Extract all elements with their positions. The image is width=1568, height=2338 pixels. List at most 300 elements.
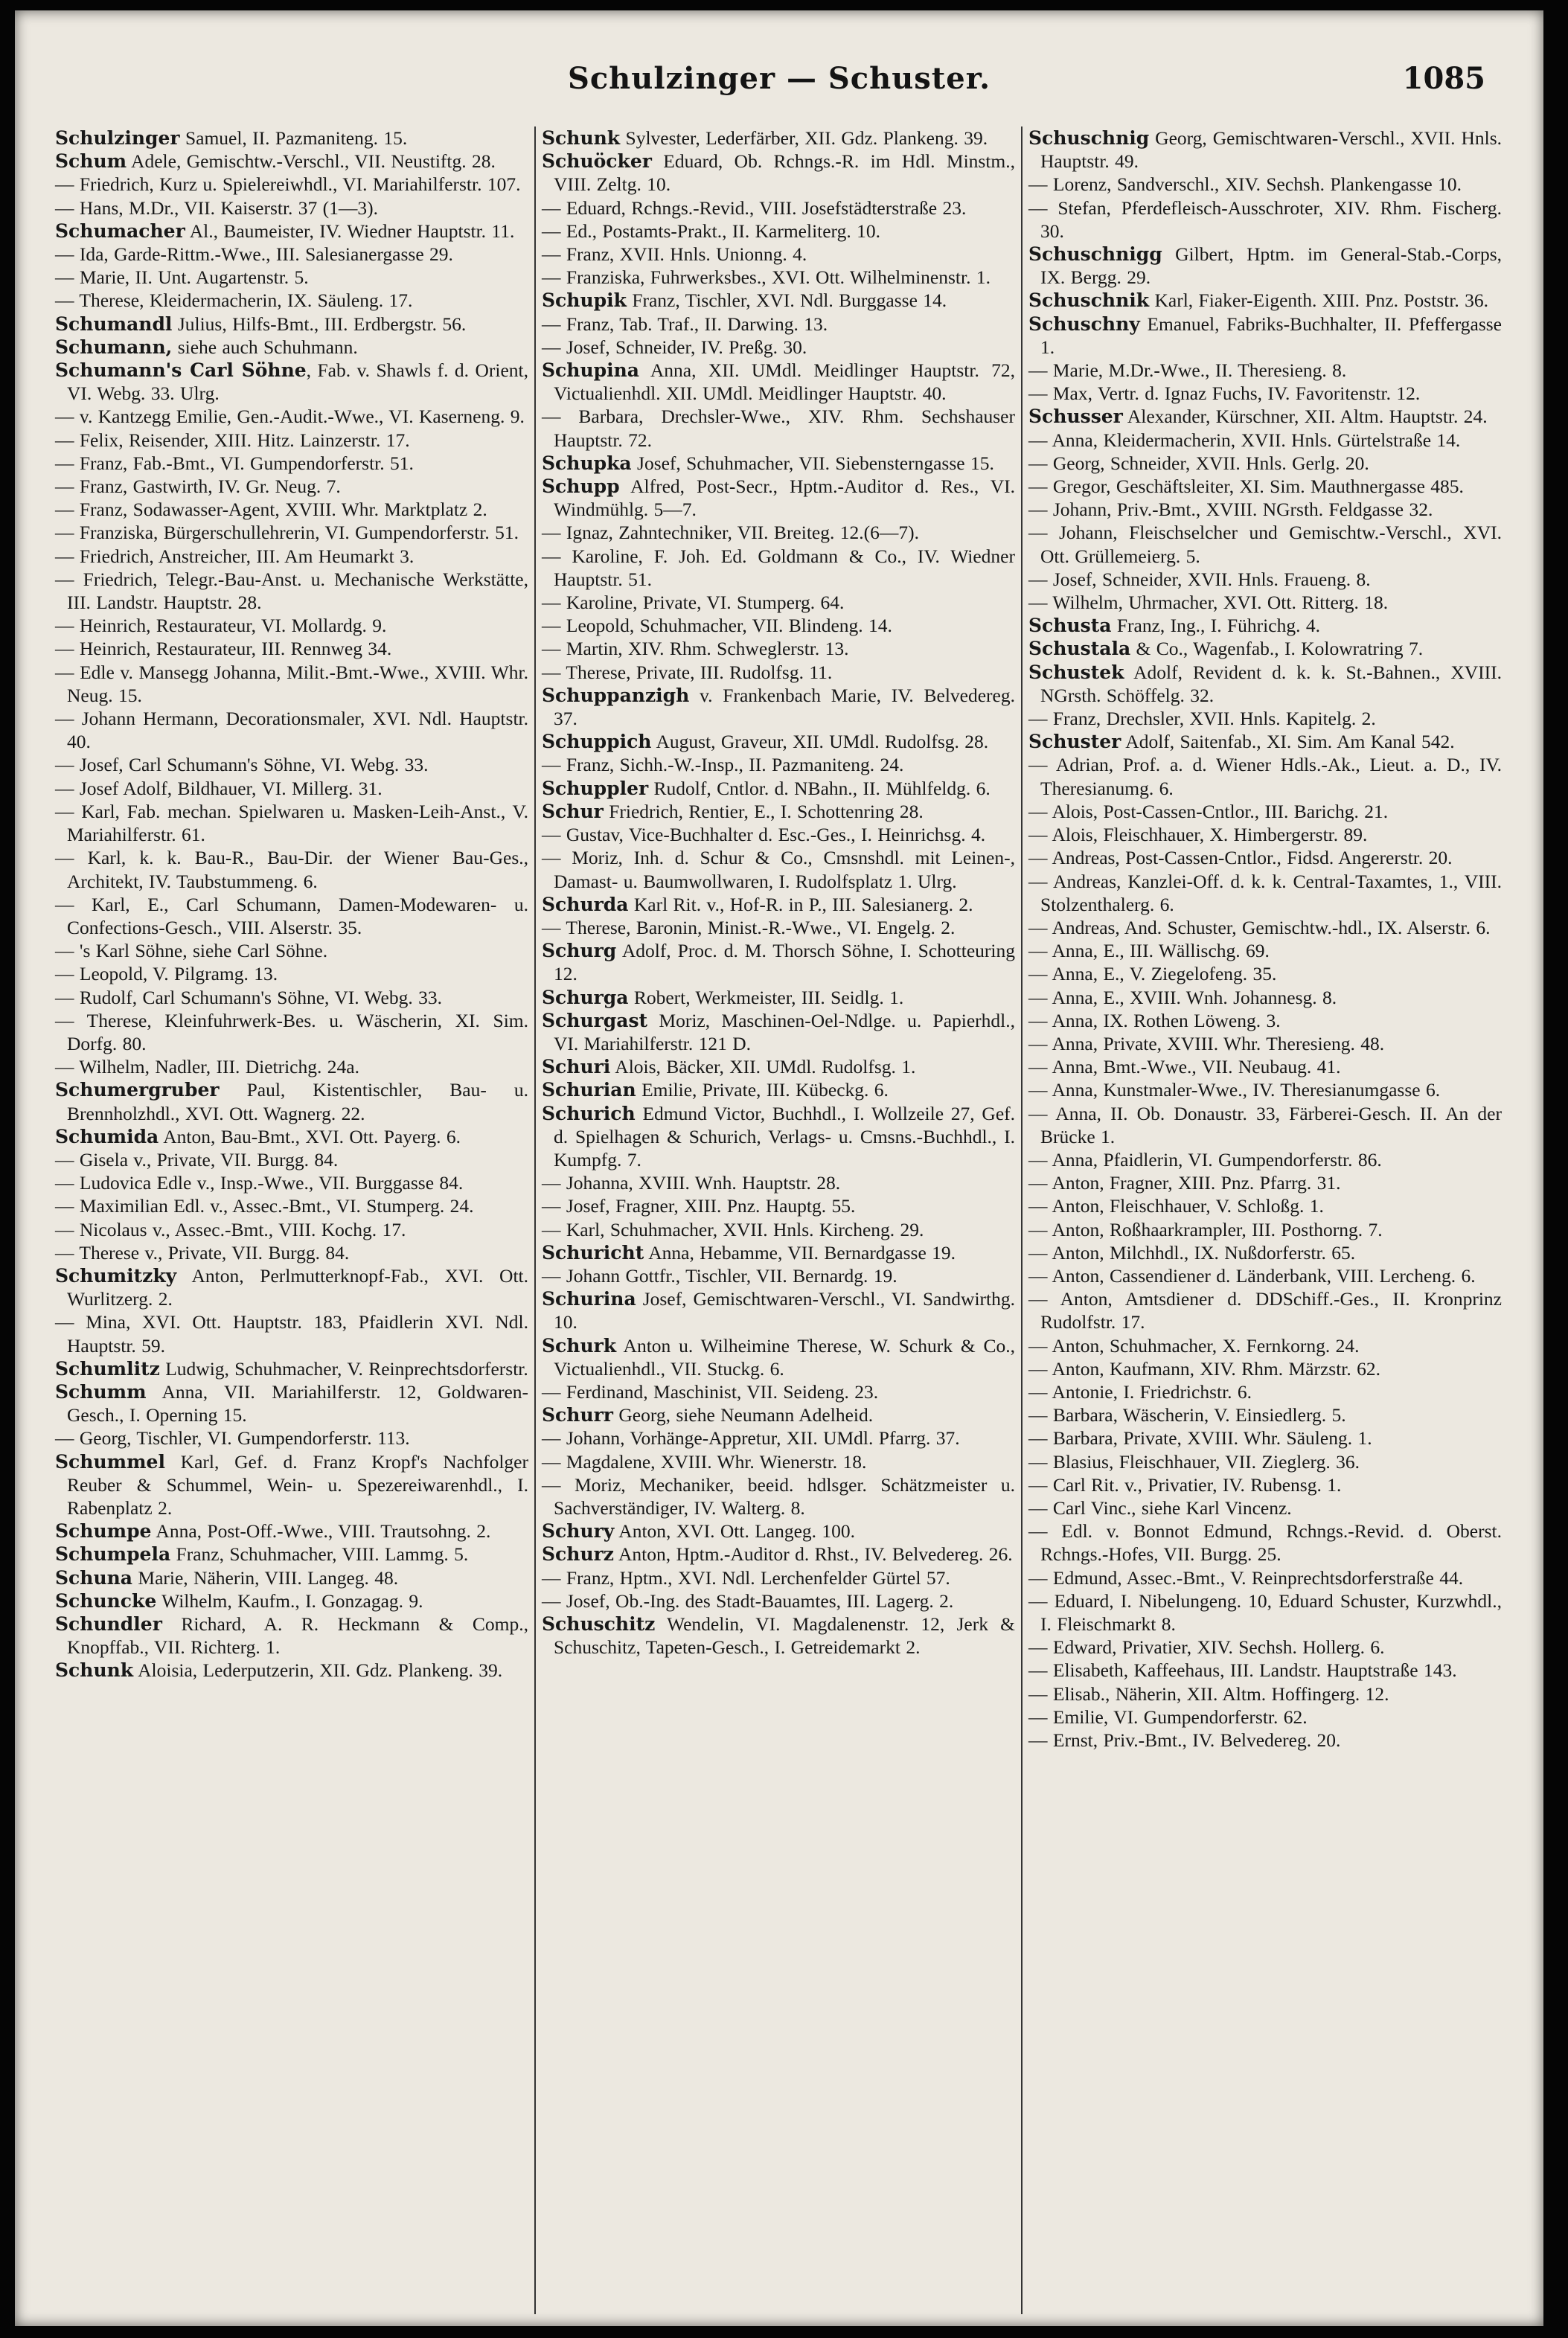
directory-entry <box>55 1612 528 1659</box>
entry-surname: Schum <box>55 150 127 173</box>
entry-details: & Co., Wagenfab., I. Kolowratring 7. <box>1130 638 1424 660</box>
entry-details: — Anna, IX. Rothen Löweng. 3. <box>1028 1009 1281 1031</box>
entry-details: Franz, Ing., I. Führichg. 4. <box>1111 615 1320 637</box>
entry-details: — Josef, Schneider, IV. Preßg. 30. <box>542 336 807 358</box>
entry-details: Wilhelm, Kaufm., I. Gonzagag. 9. <box>156 1589 423 1612</box>
entry-details: Franz, Tischler, XVI. Ndl. Burggasse 14. <box>626 289 947 312</box>
directory-entry <box>1028 1241 1502 1264</box>
directory-entry <box>542 126 1015 150</box>
entry-surname: Schumlitz <box>55 1357 160 1380</box>
entry-surname: Schuster <box>1028 731 1121 753</box>
entry-details: — Anna, E., III. Wällischg. 69. <box>1028 940 1270 962</box>
entry-details: Adolf, Proc. d. M. Thorsch Söhne, I. Schotteuring 12. <box>554 940 1015 985</box>
directory-entry <box>1028 382 1502 405</box>
directory-entry <box>55 1125 528 1148</box>
directory-entry <box>542 916 1015 939</box>
entry-details: Robert, Werkmeister, III. Seidlg. 1. <box>628 986 904 1008</box>
directory-entry <box>55 429 528 452</box>
directory-entry <box>55 498 528 521</box>
directory-entry <box>55 243 528 266</box>
directory-entry <box>55 1218 528 1241</box>
directory-entry <box>542 475 1015 521</box>
entry-details: — Therese, Kleinfuhrwerk-Bes. u. Wäscherin, XI. Sim. Dorfg. 80. <box>55 1009 528 1054</box>
directory-entry <box>1028 916 1502 939</box>
directory-entry <box>1028 800 1502 823</box>
directory-entry <box>55 939 528 962</box>
directory-entry <box>1028 939 1502 962</box>
entry-details: — Eduard, Rchngs.-Revid., VIII. Josefstädterstraße 23. <box>542 196 967 219</box>
entry-surname: Schurga <box>542 986 629 1008</box>
directory-entry <box>55 986 528 1009</box>
entry-details: — Franz, Fab.-Bmt., VI. Gumpendorferstr. 51. <box>55 452 414 474</box>
entry-surname: Schuschnik <box>1028 289 1150 312</box>
entry-details: — Friedrich, Kurz u. Spielereiwhdl., VI. Mariahilferstr. 107. <box>55 173 521 196</box>
entry-surname: Schumann's Carl Söhne <box>55 359 307 382</box>
entry-surname: Schumpe <box>55 1520 152 1543</box>
directory-entry <box>1028 1334 1502 1357</box>
entry-details: — Martin, XIV. Rhm. Schweglerstr. 13. <box>542 638 849 660</box>
directory-entry <box>1028 1450 1502 1473</box>
directory-entry <box>1028 962 1502 985</box>
directory-entry <box>542 313 1015 336</box>
entry-details: — Elisab., Näherin, XII. Altm. Hoffingerg. 12. <box>1028 1682 1389 1705</box>
entry-details: Emilie, Private, III. Kübeckg. 6. <box>636 1079 889 1101</box>
entry-details: — Maximilian Edl. v., Assec.-Bmt., VI. Stumperg. 24. <box>55 1195 474 1217</box>
entry-details: Anna, VII. Mariahilferstr. 12, Goldwaren-Gesch., I. Operning 15. <box>67 1380 528 1426</box>
entry-details: — Therese, Baronin, Minist.-R.-Wwe., VI. Engelg. 2. <box>542 916 956 938</box>
entry-details: Gilbert, Hptm. im General-Stab.-Corps, IX. Bergg. 29. <box>1040 243 1502 289</box>
entry-details: — Josef Adolf, Bildhauer, VI. Millerg. 31. <box>55 777 383 799</box>
entry-details: — Leopold, V. Pilgramg. 13. <box>55 963 278 985</box>
directory-entry <box>55 266 528 289</box>
directory-entry <box>542 405 1015 451</box>
entry-surname: Schummel <box>55 1450 165 1473</box>
directory-entry <box>1028 429 1502 452</box>
entry-details: — Andreas, Post-Cassen-Cntlor., Fidsd. Angererstr. 20. <box>1028 847 1453 869</box>
directory-entry <box>1028 452 1502 475</box>
directory-entry <box>542 637 1015 660</box>
entry-details: Georg, siehe Neumann Adelheid. <box>612 1404 874 1426</box>
directory-entry <box>542 800 1015 823</box>
entry-details: — Eduard, I. Nibelungeng. 10, Eduard Schuster, Kurzwhdl., I. Fleischmarkt 8. <box>1028 1589 1502 1635</box>
entry-surname: Schuppich <box>542 731 652 753</box>
directory-entry <box>55 150 528 173</box>
directory-entry <box>55 521 528 544</box>
entry-surname: Schurg <box>542 940 617 962</box>
entry-details: — Andreas, And. Schuster, Gemischtw.-hdl., IX. Alserstr. 6. <box>1028 916 1491 938</box>
directory-entry <box>1028 986 1502 1009</box>
entry-details: Moriz, Maschinen-Oel-Ndlge. u. Papierhdl., VI. Mariahilferstr. 121 D. <box>554 1009 1015 1054</box>
entry-details: — Hans, M.Dr., VII. Kaiserstr. 37 (1—3). <box>55 196 379 219</box>
entry-details: — Barbara, Private, XVIII. Whr. Säuleng. 1. <box>1028 1427 1372 1450</box>
entry-details: — Franz, Drechsler, XVII. Hnls. Kapitelg. 2. <box>1028 708 1376 730</box>
entry-details: — Anton, Fleischhauer, V. Schloßg. 1. <box>1028 1195 1324 1217</box>
directory-entry <box>1028 846 1502 869</box>
directory-entry <box>55 637 528 660</box>
directory-entry <box>542 1194 1015 1217</box>
directory-entry <box>542 220 1015 243</box>
directory-entry <box>1028 1706 1502 1729</box>
entry-details: — Mina, XVI. Ott. Hauptstr. 183, Pfaidlerin XVI. Ndl. Hauptstr. 59. <box>55 1311 528 1357</box>
directory-entry <box>55 359 528 405</box>
entry-surname: Schustek <box>1028 661 1124 683</box>
entry-surname: Schumergruber <box>55 1079 220 1101</box>
entry-details: — Marie, M.Dr.-Wwe., II. Theresieng. 8. <box>1028 359 1347 382</box>
directory-entry <box>1028 1264 1502 1287</box>
directory-entry <box>55 452 528 475</box>
directory-entry <box>55 313 528 336</box>
page-title: Schulzinger — Schuster. <box>567 61 991 96</box>
entry-details: — Gisela v., Private, VII. Burgg. 84. <box>55 1148 339 1170</box>
directory-entry <box>542 1380 1015 1403</box>
directory-entry <box>542 1566 1015 1589</box>
directory-entry <box>55 545 528 568</box>
directory-entry <box>542 823 1015 846</box>
directory-entry <box>55 962 528 985</box>
entry-surname: Schurich <box>542 1102 636 1124</box>
entry-details: Marie, Näherin, VIII. Langeg. 48. <box>132 1566 399 1589</box>
page-header <box>15 61 1543 106</box>
directory-entry <box>55 1264 528 1310</box>
entry-surname: Schulzinger <box>55 127 180 149</box>
directory-entry <box>542 591 1015 614</box>
entry-details: — Anna, Pfaidlerin, VI. Gumpendorferstr. 86. <box>1028 1148 1382 1170</box>
entry-details: — Anton, Cassendiener d. Länderbank, VIII. Lercheng. 6. <box>1028 1264 1476 1287</box>
directory-entry <box>55 1426 528 1450</box>
entry-details: Sylvester, Lederfärber, XII. Gdz. Plankeng. 39. <box>620 127 988 149</box>
entry-surname: Schustala <box>1028 638 1131 660</box>
directory-entry <box>55 1543 528 1566</box>
directory-entry <box>1028 313 1502 359</box>
entry-details: — Ignaz, Zahntechniker, VII. Breiteg. 12.(6—7). <box>542 522 919 544</box>
entry-details: Anton u. Wilheimine Therese, W. Schurk & Co., Victualienhdl., VII. Stuckg. 6. <box>554 1334 1015 1380</box>
directory-entry <box>542 939 1015 985</box>
directory-entry <box>1028 730 1502 753</box>
entry-details: — Karl, Schuhmacher, XVII. Hnls. Kircheng. 29. <box>542 1218 924 1240</box>
entry-details: — Franziska, Fuhrwerksbes., XVI. Ott. Wilhelminenstr. 1. <box>542 266 991 289</box>
directory-entry <box>1028 359 1502 382</box>
entry-details: August, Graveur, XII. UMdl. Rudolfsg. 28. <box>651 731 989 753</box>
directory-entry <box>542 614 1015 637</box>
directory-entry <box>55 800 528 846</box>
entry-details: v. Frankenbach Marie, IV. Belvedereg. 37. <box>554 684 1015 730</box>
directory-entry <box>1028 591 1502 614</box>
column-3 <box>1021 126 1508 2314</box>
entry-details: — Franz, XVII. Hnls. Unionng. 4. <box>542 243 807 266</box>
directory-page <box>15 10 1543 2326</box>
entry-details: Anna, XII. UMdl. Meidlinger Hauptstr. 72, Victualienhdl. XII. UMdl. Meidlinger Hauptstr. 40. <box>554 359 1015 405</box>
entry-details: — v. Kantzegg Emilie, Gen.-Audit.-Wwe., VI. Kaserneng. 9. <box>55 406 525 428</box>
directory-entry <box>55 1450 528 1520</box>
directory-entry <box>542 1473 1015 1519</box>
entry-details: — Anton, Amtsdiener d. DDSchiff.-Ges., II. Kronprinz Rudolfstr. 17. <box>1028 1288 1502 1333</box>
entry-details: Aloisia, Lederputzerin, XII. Gdz. Plankeng. 39. <box>133 1659 503 1682</box>
entry-details: — Karl, k. k. Bau-R., Bau-Dir. der Wiener Bau-Ges., Architekt, IV. Taubstummeng. 6. <box>55 847 528 892</box>
entry-details: Alexander, Kürschner, XII. Altm. Hauptstr. 24. <box>1122 406 1488 428</box>
entry-details: — Barbara, Drechsler-Wwe., XIV. Rhm. Sechshauser Hauptstr. 72. <box>542 406 1015 451</box>
directory-entry <box>542 243 1015 266</box>
directory-entry <box>55 846 528 892</box>
entry-details: — Franziska, Bürgerschullehrerin, VI. Gumpendorferstr. 51. <box>55 522 519 544</box>
directory-entry <box>542 661 1015 684</box>
directory-entry <box>1028 1218 1502 1241</box>
entry-details: — Johanna, XVIII. Wnh. Hauptstr. 28. <box>542 1172 841 1194</box>
entry-details: — Franz, Tab. Traf., II. Darwing. 13. <box>542 313 828 335</box>
entry-surname: Schuri <box>542 1056 611 1078</box>
entry-details: — Anna, Kunstmaler-Wwe., IV. Theresianumgasse 6. <box>1028 1079 1441 1101</box>
entry-details: Eduard, Ob. Rchngs.-R. im Hdl. Minstm., VIII. Zeltg. 10. <box>554 150 1015 196</box>
directory-entry <box>542 1078 1015 1101</box>
entry-details: Adolf, Revident d. k. k. St.-Bahnen., XVIII. NGrsth. Schöffelg. 32. <box>1040 661 1502 706</box>
entry-surname: Schuschnig <box>1028 127 1150 149</box>
entry-details: Karl, Fiaker-Eigenth. XIII. Pnz. Poststr. 36. <box>1149 289 1489 312</box>
directory-entry <box>55 568 528 614</box>
directory-entry <box>542 521 1015 544</box>
entry-details: — Heinrich, Restaurateur, III. Rennweg 34. <box>55 638 392 660</box>
entry-details: Alois, Bäcker, XII. UMdl. Rudolfsg. 1. <box>610 1056 916 1078</box>
directory-entry <box>55 126 528 150</box>
entry-details: Edmund Victor, Buchhdl., I. Wollzeile 27, Gef. d. Spielhagen & Schurich, Verlags- u. Cmsns.-Buchhdl., I. Kumpfg. 7. <box>554 1102 1015 1170</box>
directory-entry <box>55 1148 528 1171</box>
entry-details: — Gregor, Geschäftsleiter, XI. Sim. Mauthnergasse 485. <box>1028 475 1464 498</box>
directory-entry <box>1028 1032 1502 1055</box>
entry-details: — Therese v., Private, VII. Burgg. 84. <box>55 1241 350 1264</box>
entry-details: Anna, Post-Off.-Wwe., VIII. Trautsohng. 2. <box>151 1520 491 1543</box>
directory-entry <box>1028 521 1502 567</box>
directory-entry <box>542 150 1015 196</box>
entry-details: Franz, Schuhmacher, VIII. Lammg. 5. <box>170 1543 469 1566</box>
entry-details: — Johann, Vorhänge-Appretur, XII. UMdl. Pfarrg. 37. <box>542 1427 960 1450</box>
directory-entry <box>1028 1473 1502 1496</box>
directory-entry <box>542 1426 1015 1450</box>
columns <box>49 126 1508 2314</box>
directory-entry <box>55 1171 528 1194</box>
directory-entry <box>542 777 1015 800</box>
entry-details: — Magdalene, XVIII. Whr. Wienerstr. 18. <box>542 1450 867 1473</box>
entry-details: — 's Karl Söhne, siehe Carl Söhne. <box>55 940 328 962</box>
entry-details: Alfred, Post-Secr., Hptm.-Auditor d. Res., VI. Windmühlg. 5—7. <box>554 475 1015 521</box>
entry-surname: Schuppanzigh <box>542 684 690 706</box>
entry-details: Josef, Schuhmacher, VII. Siebensterngasse 15. <box>631 452 994 474</box>
entry-details: — Edle v. Mansegg Johanna, Milit.-Bmt.-Wwe., XVIII. Whr. Neug. 15. <box>55 661 528 706</box>
entry-surname: Schur <box>542 800 604 822</box>
entry-details: — Moriz, Mechaniker, beeid. hdlsger. Schätzmeister u. Sachverständiger, IV. Walterg. 8. <box>542 1473 1015 1519</box>
entry-details: Anna, Hebamme, VII. Bernardgasse 19. <box>644 1241 956 1264</box>
entry-details: Anton, Hptm.-Auditor d. Rhst., IV. Belvedereg. 26. <box>614 1543 1013 1566</box>
entry-surname: Schumann, <box>55 336 173 358</box>
entry-surname: Schuna <box>55 1566 133 1589</box>
directory-entry <box>542 1102 1015 1172</box>
directory-entry <box>542 359 1015 405</box>
directory-entry <box>1028 1055 1502 1078</box>
entry-surname: Schury <box>542 1520 615 1543</box>
entry-details: — Carl Rit. v., Privatier, IV. Rubensg. 1. <box>1028 1473 1342 1496</box>
column-1 <box>49 126 534 2314</box>
entry-details: — Karoline, F. Joh. Ed. Goldmann & Co., IV. Wiedner Hauptstr. 51. <box>542 545 1015 590</box>
entry-surname: Schuöcker <box>542 150 652 173</box>
directory-entry <box>55 1566 528 1589</box>
entry-surname: Schuschny <box>1028 313 1140 335</box>
directory-entry <box>1028 1636 1502 1659</box>
directory-entry <box>1028 498 1502 521</box>
entry-details: — Franz, Gastwirth, IV. Gr. Neug. 7. <box>55 475 341 498</box>
entry-details: — Friedrich, Telegr.-Bau-Anst. u. Mechanische Werkstätte, III. Landstr. Hauptstr. 28. <box>55 568 528 614</box>
entry-details: — Ludovica Edle v., Insp.-Wwe., VII. Burggasse 84. <box>55 1172 464 1194</box>
entry-surname: Schurr <box>542 1404 613 1426</box>
entry-details: Rudolf, Cntlor. d. NBahn., II. Mühlfeldg. 6. <box>648 777 991 799</box>
entry-details: — Anton, Fragner, XIII. Pnz. Pfarrg. 31. <box>1028 1172 1341 1194</box>
entry-details: siehe auch Schuhmann. <box>172 336 358 358</box>
directory-entry <box>1028 1659 1502 1682</box>
entry-surname: Schumacher <box>55 220 185 242</box>
entry-details: — Georg, Schneider, XVII. Hnls. Gerlg. 20. <box>1028 452 1369 474</box>
entry-details: — Johann, Fleischselcher und Gemischtw.-Verschl., XVI. Ott. Grüllemeierg. 5. <box>1028 522 1502 567</box>
entry-details: — Anton, Roßhaarkrampler, III. Posthorng. 7. <box>1028 1218 1383 1240</box>
entry-surname: Schurina <box>542 1288 636 1310</box>
entry-details: Samuel, II. Pazmaniteng. 15. <box>179 127 408 149</box>
page-number: 1085 <box>1402 61 1485 96</box>
entry-details: — Antonie, I. Friedrichstr. 6. <box>1028 1380 1252 1403</box>
entry-surname: Schumitzky <box>55 1264 177 1287</box>
entry-details: — Emilie, VI. Gumpendorferstr. 62. <box>1028 1706 1308 1728</box>
entry-surname: Schurian <box>542 1079 636 1101</box>
entry-details: — Johann Hermann, Decorationsmaler, XVI. Ndl. Hauptstr. 40. <box>55 708 528 753</box>
directory-entry <box>542 893 1015 916</box>
directory-entry <box>55 1519 528 1543</box>
entry-details: — Lorenz, Sandverschl., XIV. Sechsh. Plankengasse 10. <box>1028 173 1462 196</box>
directory-entry <box>1028 637 1502 660</box>
directory-entry <box>1028 1009 1502 1032</box>
directory-entry <box>1028 1171 1502 1194</box>
entry-details: — Therese, Kleidermacherin, IX. Säuleng. 17. <box>55 289 413 312</box>
entry-details: Adele, Gemischtw.-Verschl., VII. Neustiftg. 28. <box>127 150 496 173</box>
directory-entry <box>1028 753 1502 799</box>
directory-entry <box>1028 475 1502 498</box>
entry-details: Anton, Bau-Bmt., XVI. Ott. Payerg. 6. <box>159 1125 461 1147</box>
directory-entry <box>1028 661 1502 707</box>
entry-surname: Schunk <box>55 1659 134 1682</box>
entry-details: — Josef, Schneider, XVII. Hnls. Fraueng. 8. <box>1028 568 1371 590</box>
entry-surname: Schurgast <box>542 1009 648 1031</box>
directory-entry <box>1028 1078 1502 1101</box>
entry-details: , Fab. v. Shawls f. d. Orient, VI. Webg. 33. Ulrg. <box>67 359 528 405</box>
entry-surname: Schusser <box>1028 406 1123 428</box>
entry-surname: Schusta <box>1028 615 1112 637</box>
entry-surname: Schundler <box>55 1613 162 1635</box>
entry-details: — Josef, Ob.-Ing. des Stadt-Bauamtes, III. Lagerg. 2. <box>542 1589 954 1612</box>
entry-surname: Schumida <box>55 1125 159 1147</box>
entry-surname: Schumpela <box>55 1543 171 1566</box>
entry-surname: Schunk <box>542 127 621 149</box>
entry-details: — Georg, Tischler, VI. Gumpendorferstr. 113. <box>55 1427 410 1450</box>
directory-entry <box>542 266 1015 289</box>
entry-details: — Ernst, Priv.-Bmt., IV. Belvedereg. 20. <box>1028 1729 1341 1752</box>
directory-entry <box>1028 568 1502 591</box>
directory-entry <box>55 1078 528 1124</box>
entry-details: — Anna, Bmt.-Wwe., VII. Neubaug. 41. <box>1028 1056 1341 1078</box>
directory-entry <box>55 1589 528 1612</box>
entry-details: — Anton, Schuhmacher, X. Fernkorng. 24. <box>1028 1334 1360 1357</box>
directory-entry <box>1028 1148 1502 1171</box>
entry-details: — Felix, Reisender, XIII. Hitz. Lainzerstr. 17. <box>55 429 410 451</box>
directory-entry <box>55 196 528 220</box>
directory-entry <box>1028 1403 1502 1426</box>
directory-entry <box>542 684 1015 730</box>
entry-surname: Schuschnigg <box>1028 243 1162 266</box>
directory-entry <box>542 1241 1015 1264</box>
entry-details: — Anna, Private, XVIII. Whr. Theresieng. 48. <box>1028 1032 1385 1054</box>
directory-entry <box>55 1055 528 1078</box>
directory-entry <box>55 777 528 800</box>
directory-entry <box>542 196 1015 220</box>
entry-surname: Schurz <box>542 1543 614 1566</box>
entry-details: — Marie, II. Unt. Augartenstr. 5. <box>55 266 309 289</box>
entry-details: — Andreas, Kanzlei-Off. d. k. k. Central-Taxamtes, 1., VIII. Stolzenthalerg. 6. <box>1028 870 1502 915</box>
directory-entry <box>542 1055 1015 1078</box>
entry-details: — Franz, Hptm., XVI. Ndl. Lerchenfelder Gürtel 57. <box>542 1566 950 1589</box>
directory-entry <box>1028 1357 1502 1380</box>
directory-entry <box>542 1543 1015 1566</box>
entry-details: — Edmund, Assec.-Bmt., V. Reinprechtsdorferstraße 44. <box>1028 1566 1464 1589</box>
entry-details: — Therese, Private, III. Rudolfsg. 11. <box>542 661 833 683</box>
entry-details: — Moriz, Inh. d. Schur & Co., Cmsnshdl. mit Leinen-, Damast- u. Baumwollwaren, I. Rudolfsplatz 1. Ulrg. <box>542 847 1015 892</box>
entry-details: — Ed., Postamts-Prakt., II. Karmeliterg. 10. <box>542 220 880 242</box>
entry-details: — Anton, Milchhdl., IX. Nußdorferstr. 65. <box>1028 1241 1356 1264</box>
entry-surname: Schuschitz <box>542 1613 656 1635</box>
directory-entry <box>1028 870 1502 916</box>
directory-entry <box>55 336 528 359</box>
entry-details: Anton, Perlmutterknopf-Fab., XVI. Ott. Wurlitzerg. 2. <box>67 1264 528 1310</box>
directory-entry <box>542 1264 1015 1287</box>
directory-entry <box>542 545 1015 591</box>
directory-entry <box>55 707 528 753</box>
entry-surname: Schupik <box>542 289 627 312</box>
entry-details: — Wilhelm, Uhrmacher, XVI. Ott. Ritterg. 18. <box>1028 592 1389 614</box>
entry-details: — Heinrich, Restaurateur, VI. Mollardg. 9. <box>55 615 387 637</box>
directory-entry <box>1028 289 1502 312</box>
directory-entry <box>542 1218 1015 1241</box>
directory-entry <box>1028 1566 1502 1589</box>
entry-surname: Schupp <box>542 475 620 498</box>
entry-details: Ludwig, Schuhmacher, V. Reinprechtsdorferstr. <box>159 1357 528 1380</box>
entry-surname: Schuricht <box>542 1241 644 1264</box>
directory-entry <box>55 614 528 637</box>
entry-surname: Schumandl <box>55 313 173 335</box>
entry-details: — Wilhelm, Nadler, III. Dietrichg. 24a. <box>55 1056 359 1078</box>
entry-details: — Elisabeth, Kaffeehaus, III. Landstr. Hauptstraße 143. <box>1028 1659 1457 1682</box>
directory-entry <box>542 1450 1015 1473</box>
entry-details: — Nicolaus v., Assec.-Bmt., VIII. Kochg. 17. <box>55 1218 406 1240</box>
entry-details: Richard, A. R. Heckmann & Comp., Knopffab., VII. Richterg. 1. <box>67 1613 528 1659</box>
directory-entry <box>1028 1496 1502 1519</box>
directory-entry <box>542 1589 1015 1612</box>
entry-details: — Alois, Post-Cassen-Cntlor., III. Barichg. 21. <box>1028 800 1389 822</box>
entry-details: — Rudolf, Carl Schumann's Söhne, VI. Webg. 33. <box>55 986 442 1008</box>
directory-entry <box>1028 1426 1502 1450</box>
entry-details: Adolf, Saitenfab., XI. Sim. Am Kanal 542. <box>1121 731 1455 753</box>
directory-entry <box>542 846 1015 892</box>
entry-details: Karl Rit. v., Hof-R. in P., III. Salesianerg. 2. <box>628 893 973 915</box>
entry-surname: Schupina <box>542 359 639 382</box>
directory-entry <box>55 661 528 707</box>
entry-details: — Anton, Kaufmann, XIV. Rhm. Märzstr. 62. <box>1028 1357 1380 1380</box>
entry-surname: Schuncke <box>55 1589 157 1612</box>
entry-surname: Schumm <box>55 1380 147 1403</box>
directory-entry <box>55 475 528 498</box>
entry-details: — Carl Vinc., siehe Karl Vincenz. <box>1028 1496 1292 1519</box>
entry-details: — Franz, Sodawasser-Agent, XVIII. Whr. Marktplatz 2. <box>55 499 487 521</box>
directory-entry <box>1028 1682 1502 1706</box>
